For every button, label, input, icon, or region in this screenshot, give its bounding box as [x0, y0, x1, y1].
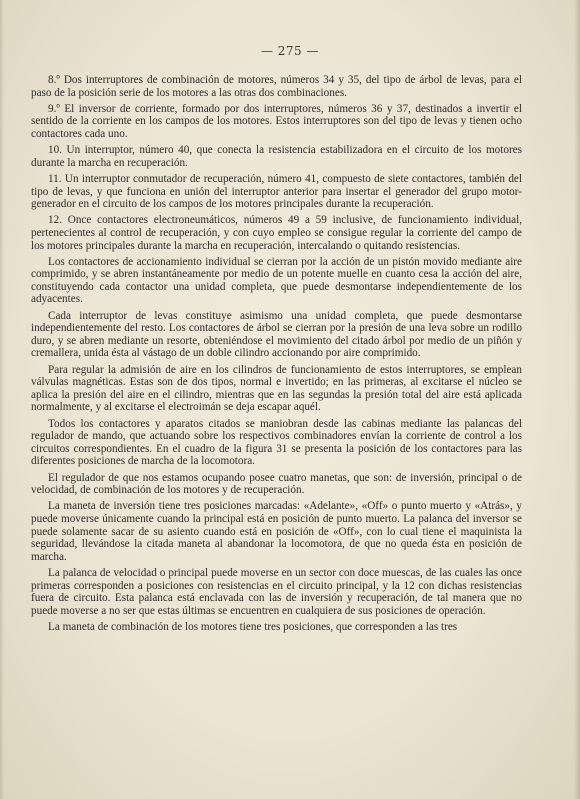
paragraph-cam-switches: Cada interruptor de levas constituye asimismo una unidad completa, que puede desmontarse independientemente del resto. Los contactores de árbol se cierran por la presión de una leva sobre un rodillo duro, y se abren mediante un resorte, obteniéndose el movimiento del citado árbol por medio de un piñón y cremallera, unida ésta al vástago de un doble cilindro accionando por aire comprimido. — [31, 309, 522, 360]
page-edge-shadow-right — [574, 0, 580, 799]
paragraph-contactors-individual: Los contactores de accionamiento individual se cierran por la acción de un pistón movido mediante aire comprimido, y se abren instantáneamente por medio de un potente muelle en cuanto cesa la acción del aire, constituyendo cada contactor una unidad completa, que puede desmontarse independientemente de los adyacentes. — [31, 255, 522, 306]
page-edge-shadow-left — [0, 0, 4, 799]
body-text — [31, 74, 522, 637]
paragraph-magnetic-valves: Para regular la admisión de aire en los cilindros de funcionamiento de estos interruptores, se emplean válvulas magnéticas. Estas son de dos tipos, normal e invertido; en las primeras, al excitarse el núcleo se aplica la presión del aire en el cilindro, mientras que en las segundas la presión total del aire está aplicada normalmente, y al excitarse el electroimán se deja escapar aquél. — [31, 363, 522, 414]
paragraph-item-12: 12. Once contactores electroneumáticos, números 49 a 59 inclusive, de funcionamiento individual, pertenecientes al control de recuperación, y con cuyo empleo se consigue regular la corriente del campo de los motores principales durante la marcha en recuperación, intercalando o quitando resistencias. — [31, 214, 522, 252]
page-number: — 275 — — [260, 44, 320, 58]
paragraph-item-8: 8.º Dos interruptores de combinación de motores, números 34 y 35, del tipo de árbol de levas, para el paso de la posición serie de los motores a las otras dos combinaciones. — [31, 74, 522, 99]
paragraph-item-11: 11. Un interruptor conmutador de recuperación, número 41, compuesto de siete contactores, también del tipo de levas, y que funciona en unión del interruptor anterior para insertar el generador del grupo motor-generador en el circuito de los campos de los motores principales durante la recuperación. — [31, 172, 522, 211]
paragraph-four-handles: El regulador de que nos estamos ocupando posee cuatro manetas, que son: de inversión, principal o de velocidad, de combinación de los motores y de recuperación. — [31, 471, 522, 497]
paragraph-regulator-handles: Todos los contactores y aparatos citados se maniobran desde las cabinas mediante las palancas del regulador de mando, que actuando sobre los respectivos combinadores envían la corriente de control a los circuitos correspondientes. En el cuadro de la figura 31 se presenta la posición de los contactores para las diferentes posiciones de marcha de la locomotora. — [31, 417, 522, 468]
paragraph-inversion-handle: La maneta de inversión tiene tres posiciones marcadas: «Adelante», «Off» o punto muerto y «Atrás», y puede moverse únicamente cuando la principal está en posición de punto muerto. La palanca del inversor se puede solamente sacar de su asiento cuando está en posición de «Off», con lo cual tiene el maquinista la seguridad, llevándose la citada maneta al abandonar la locomotora, de que no queda ésta en posición de marcha. — [31, 500, 522, 563]
paragraph-item-9: 9.º El inversor de corriente, formado por dos interruptores, números 36 y 37, destinados a invertir el sentido de la corriente en los campos de los motores. Estos interruptores son del tipo de levas y tienen ocho contactores cada uno. — [31, 102, 522, 140]
paragraph-combination-handle: La maneta de combinación de los motores tiene tres posiciones, que corresponden a las tres — [48, 620, 458, 633]
paragraph-item-10: 10. Un interruptor, número 40, que conecta la resistencia estabilizadora en el circuito de los motores durante la marcha en recuperación. — [31, 144, 522, 169]
paragraph-speed-lever: La palanca de velocidad o principal puede moverse en un sector con doce muescas, de las cuales las once primeras corresponden a posiciones con resistencias en el circuito principal, y la 12 con dichas resistencias fuera de circuito. Esta palanca está enclavada con las de inversión y recuperación, de tal manera que no puede moverse a no ser que estas últimas se encuentren en cualquiera de sus posiciones de operación. — [31, 566, 522, 617]
